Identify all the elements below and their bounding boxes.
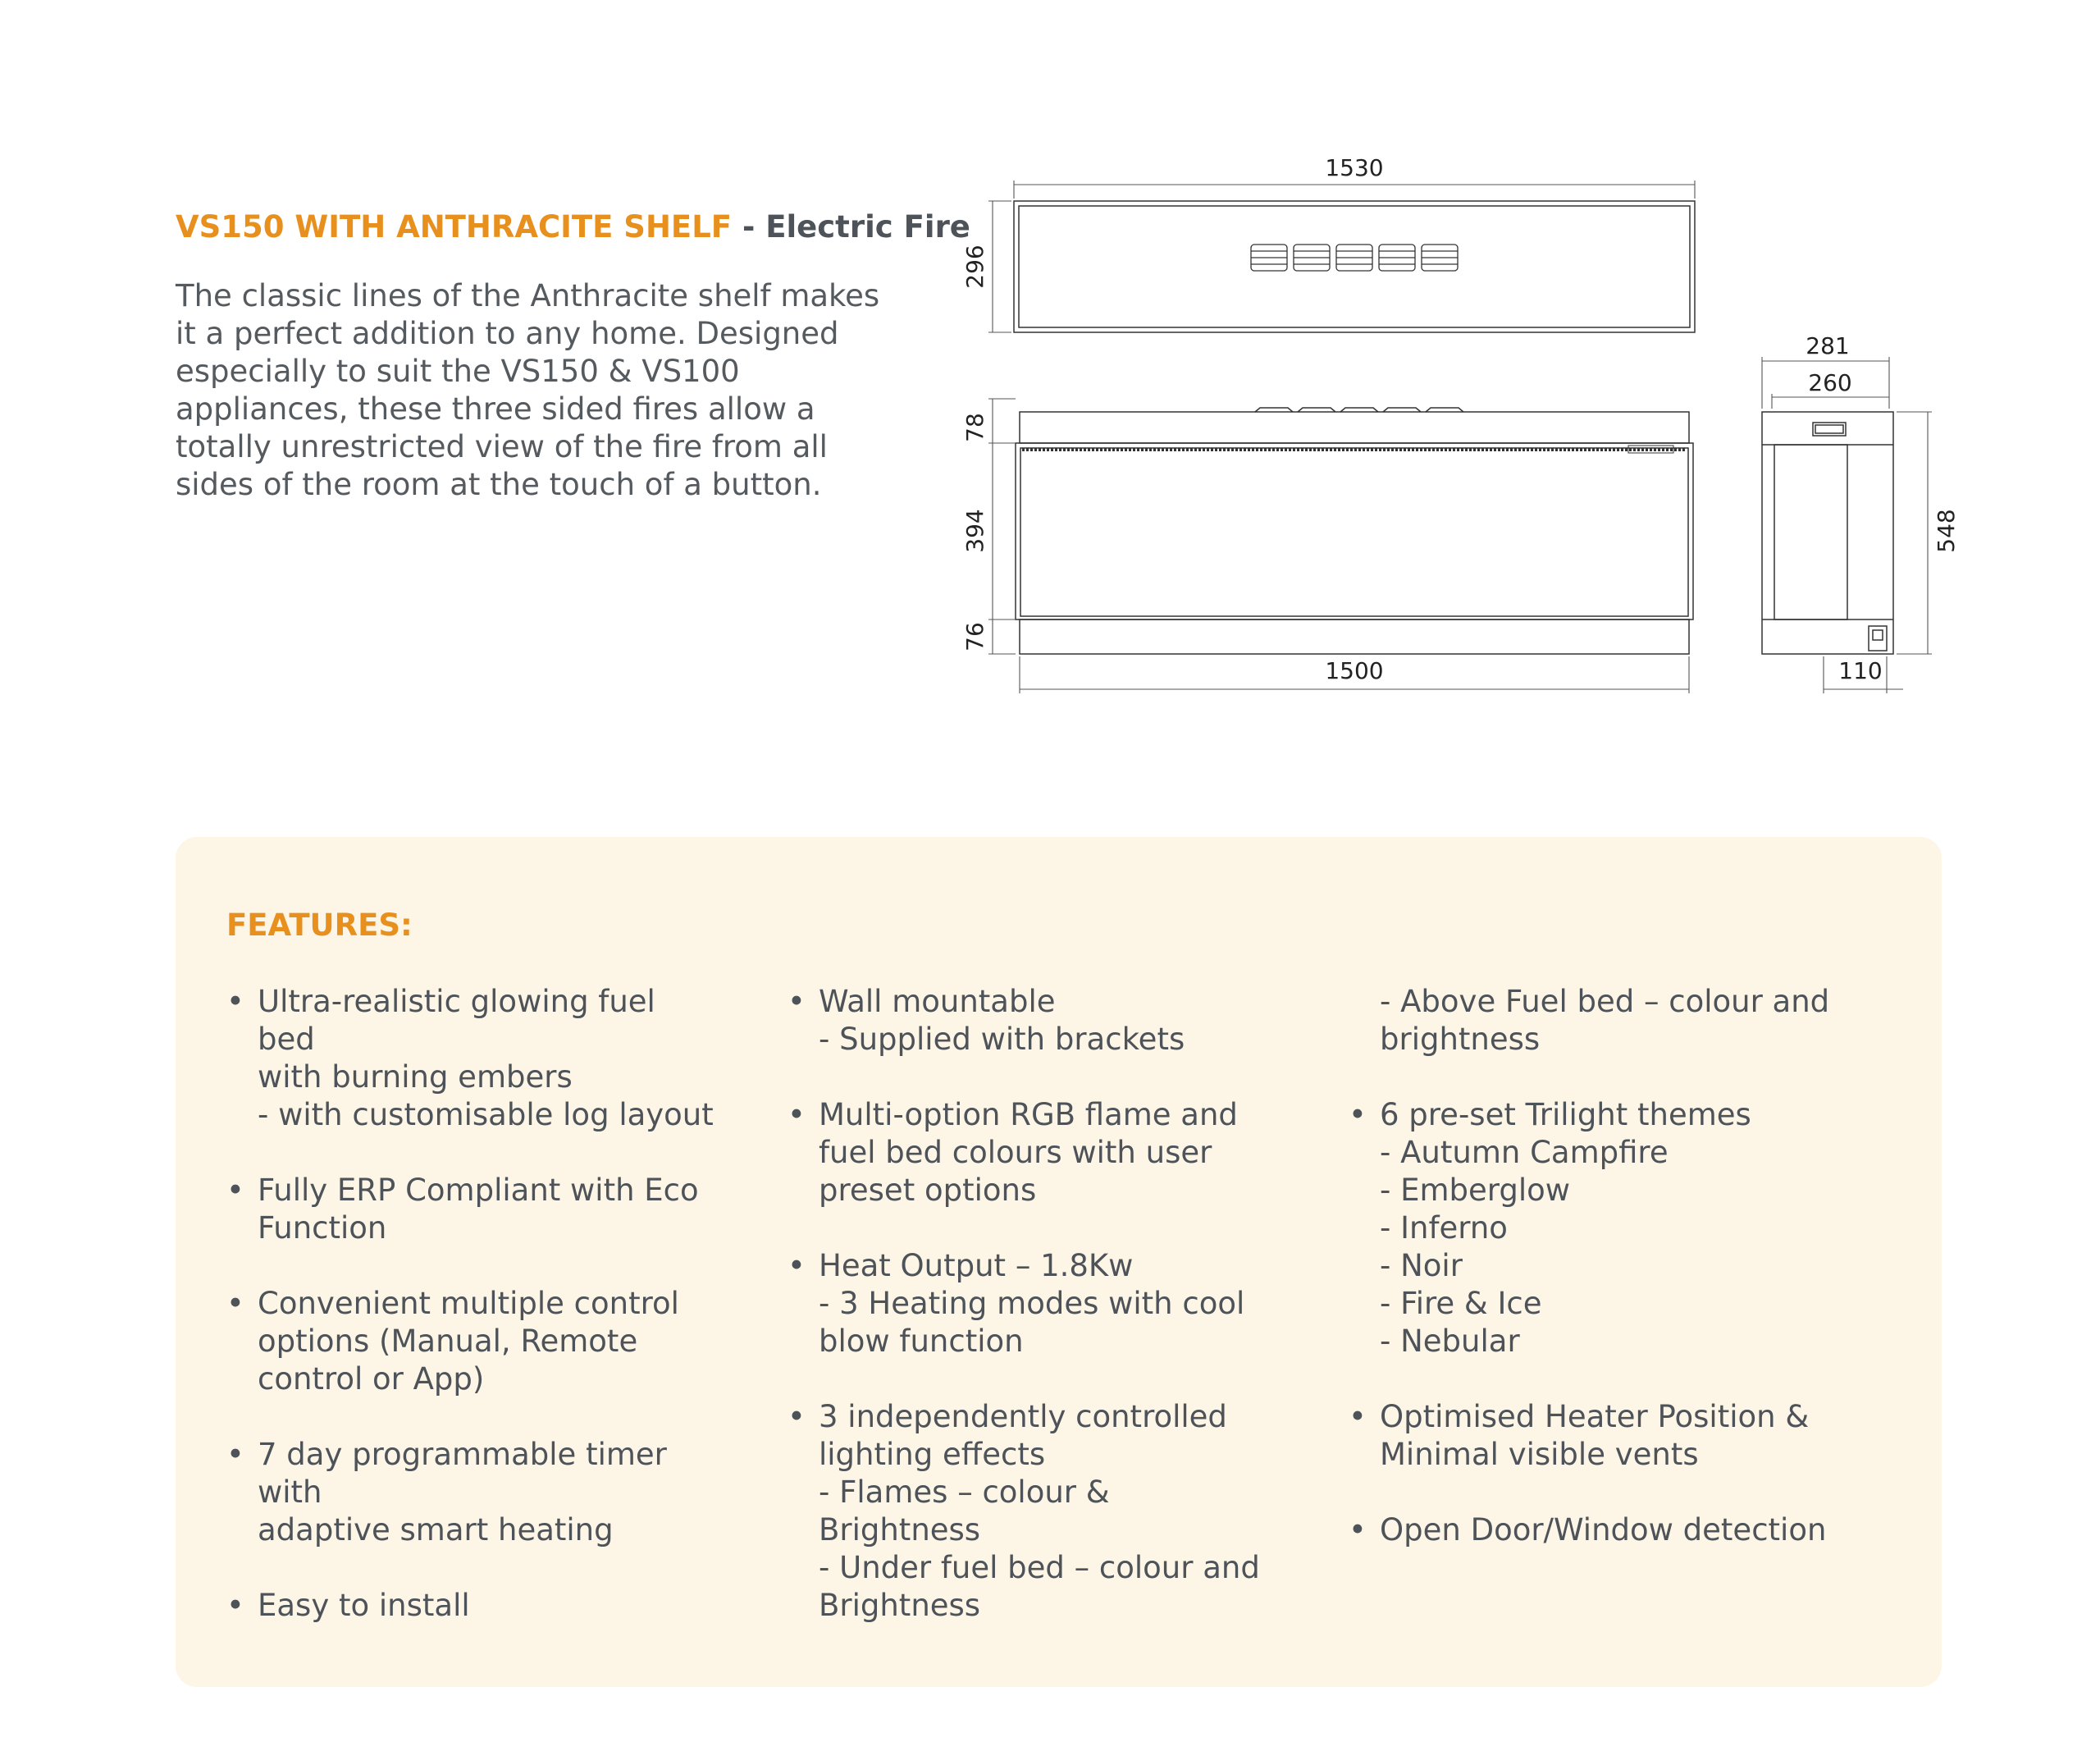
feature-item <box>226 1587 719 1625</box>
dim-top-width: 1530 <box>1325 154 1384 181</box>
bullet-icon: • <box>1349 1512 1367 1548</box>
feature-item <box>788 1096 1280 1209</box>
bullet-icon: • <box>788 1097 806 1132</box>
feature-item <box>1349 983 1841 1058</box>
bullet-icon: • <box>226 1286 244 1321</box>
feature-item <box>226 1436 719 1549</box>
feature-subtext: - 3 Heating modes with cool <box>819 1286 1245 1321</box>
feature-item <box>788 1247 1280 1360</box>
product-description: The classic lines of the Anthracite shelf makes it a perfect addition to any home. Designed especially to suit the VS150 & VS100 appliances, these three sided fires allow a totally unrestricted view of the fire from all sides of the room at the touch of a button. <box>176 278 880 502</box>
feature-text: Heat Output – 1.8Kw <box>819 1248 1134 1283</box>
feature-text: - Above Fuel bed – colour and <box>1380 984 1830 1019</box>
feature-subtext: - Nebular <box>1380 1324 1520 1359</box>
feature-subtext: fuel bed colours with user <box>819 1135 1212 1170</box>
dim-side-height: 548 <box>1933 509 1960 553</box>
dim-side-depth-outer: 281 <box>1806 332 1850 359</box>
feature-subtext: lighting effects <box>819 1437 1046 1472</box>
feature-item <box>226 983 719 1134</box>
feature-subtext: - with customisable log layout <box>258 1097 714 1132</box>
bullet-icon: • <box>226 1588 244 1623</box>
feature-text: 3 independently controlled <box>819 1399 1227 1434</box>
feature-item <box>1349 1511 1841 1549</box>
dim-front-width: 1500 <box>1325 657 1384 684</box>
feature-subtext: - Autumn Campfire <box>1380 1135 1669 1170</box>
feature-subtext: - Emberglow <box>1380 1173 1571 1208</box>
product-type: - Electric Fire <box>742 209 970 245</box>
feature-text: Ultra-realistic glowing fuel bed <box>258 984 655 1057</box>
dim-side-offset: 110 <box>1838 657 1883 684</box>
product-name: VS150 WITH ANTHRACITE SHELF <box>176 209 733 245</box>
bullet-icon: • <box>1349 1097 1367 1132</box>
feature-subtext: - Noir <box>1380 1248 1463 1283</box>
feature-text: 7 day programmable timer with <box>258 1437 667 1510</box>
feature-subtext: Brightness <box>819 1588 981 1623</box>
features-panel <box>176 837 1942 1687</box>
feature-text: Fully ERP Compliant with Eco <box>258 1173 699 1208</box>
feature-subtext: - Fire & Ice <box>1380 1286 1542 1321</box>
feature-subtext: brightness <box>1380 1022 1541 1057</box>
feature-item <box>788 1398 1280 1625</box>
feature-subtext: blow function <box>819 1324 1024 1359</box>
bullet-icon <box>1349 983 1380 1021</box>
feature-text: 6 pre-set Trilight themes <box>1380 1097 1751 1132</box>
feature-subtext: - Flames – colour & Brightness <box>819 1474 1110 1548</box>
feature-subtext: adaptive smart heating <box>258 1512 614 1548</box>
features-column <box>788 983 1280 1662</box>
feature-subtext: options (Manual, Remote <box>258 1324 638 1359</box>
features-heading: FEATURES: <box>226 908 413 943</box>
dim-top-depth: 296 <box>961 245 988 289</box>
feature-text: Open Door/Window detection <box>1380 1512 1827 1548</box>
feature-item <box>226 1285 719 1398</box>
feature-item <box>1349 1096 1841 1360</box>
bullet-icon: • <box>226 984 244 1019</box>
dim-shelf-height: 78 <box>961 413 988 442</box>
feature-item <box>1349 1398 1841 1474</box>
feature-subtext: Function <box>258 1210 387 1246</box>
dim-side-depth-inner: 260 <box>1808 369 1852 396</box>
features-column <box>1349 983 1841 1587</box>
technical-drawing <box>943 148 1969 706</box>
feature-subtext: preset options <box>819 1173 1037 1208</box>
side-view-outline <box>1762 412 1893 654</box>
bullet-icon: • <box>226 1173 244 1208</box>
feature-text: Optimised Heater Position & <box>1380 1399 1810 1434</box>
feature-subtext: - Under fuel bed – colour and <box>819 1550 1260 1585</box>
dim-base-height: 76 <box>961 622 988 651</box>
feature-text: Multi-option RGB flame and <box>819 1097 1238 1132</box>
bullet-icon: • <box>788 1399 806 1434</box>
product-title <box>176 209 970 245</box>
top-view-outline <box>1014 201 1695 332</box>
feature-subtext: Minimal visible vents <box>1380 1437 1699 1472</box>
feature-text: Easy to install <box>258 1588 470 1623</box>
bullet-icon: • <box>226 1437 244 1472</box>
dim-glass-height: 394 <box>961 509 988 553</box>
feature-text: Wall mountable <box>819 984 1056 1019</box>
bullet-icon: • <box>788 1248 806 1283</box>
feature-subtext: with burning embers <box>258 1059 573 1095</box>
feature-text: Convenient multiple control <box>258 1286 679 1321</box>
bullet-icon: • <box>788 984 806 1019</box>
feature-item <box>226 1172 719 1247</box>
feature-subtext: control or App) <box>258 1361 485 1397</box>
front-view-outline <box>1016 408 1693 654</box>
feature-subtext: - Supplied with brackets <box>819 1022 1185 1057</box>
feature-item <box>788 983 1280 1058</box>
bullet-icon: • <box>1349 1399 1367 1434</box>
top-view-vents <box>1251 245 1458 271</box>
feature-subtext: - Inferno <box>1380 1210 1508 1246</box>
features-column <box>226 983 719 1662</box>
